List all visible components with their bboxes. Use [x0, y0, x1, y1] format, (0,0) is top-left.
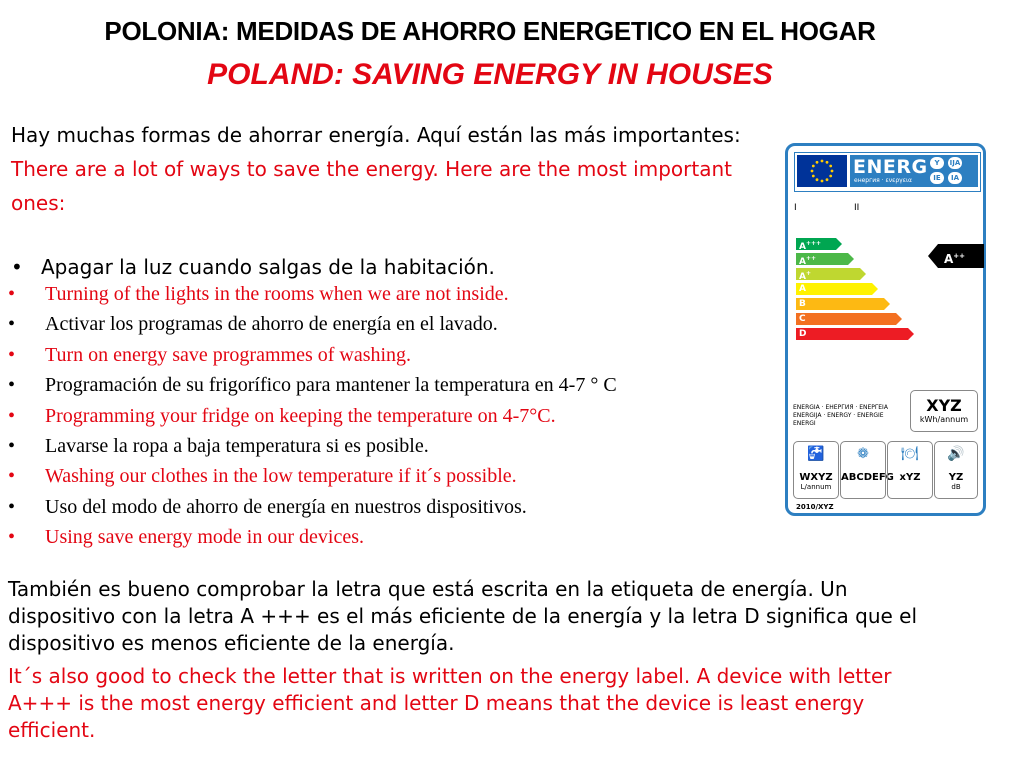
bullet-text: Turn on energy save programmes of washing. [45, 343, 412, 366]
header-code: IA [948, 172, 962, 184]
consumption-value: XYZ [926, 396, 962, 415]
bullet-text: Using save energy mode in our devices. [45, 526, 364, 549]
bullet-item [8, 401, 788, 431]
bullet-item [8, 370, 788, 400]
bullet-text: Turning of the lights in the rooms when we are not inside. [45, 283, 509, 305]
efficiency-class-bar [796, 313, 896, 325]
bullet-dot: • [8, 283, 16, 305]
efficiency-class-bar [796, 298, 884, 310]
eu-star [826, 178, 829, 181]
efficiency-class-bar [796, 328, 908, 340]
efficiency-class-plus: + [805, 270, 811, 277]
intro-text [11, 118, 741, 220]
intro-es: Hay muchas formas de ahorrar energía. Aquí están las más importantes: [11, 123, 741, 147]
energy-header-text: ENERG [853, 156, 928, 178]
bullet-text: Programación de su frigorífico para mantener la temperatura en 4-7 ° C [45, 374, 617, 397]
bullet-dot: • [8, 526, 16, 549]
energy-label [785, 143, 986, 516]
label-icon-value: WXYZ [799, 472, 833, 483]
first-bullet [11, 255, 751, 279]
bullet-list [8, 279, 788, 553]
bullet-item [8, 279, 788, 309]
energy-header-subtext: енергия · ενεργεια [854, 177, 912, 184]
bullet-dot: • [8, 495, 16, 518]
bullet-text: Activar los programas de ahorro de energía en el lavado. [45, 313, 498, 336]
label-icon-value: YZ [948, 472, 964, 483]
bullet-dot: • [8, 404, 16, 427]
bullet-item [8, 340, 788, 370]
rating-arrow [938, 244, 984, 268]
outro-text [8, 576, 918, 744]
bullet-dot: • [8, 434, 16, 457]
label-icon-value: xYZ [899, 472, 921, 483]
efficiency-class-letter: A [799, 257, 806, 267]
rating-plus: ++ [953, 252, 966, 260]
eu-star [821, 180, 824, 183]
roman-numeral-two: II [854, 203, 860, 213]
bullet-item [8, 522, 788, 552]
bullet-text: Washing our clothes in the low temperature if it´s possible. [45, 465, 517, 488]
label-icon-box [840, 441, 894, 499]
header-code: IE [930, 172, 944, 184]
bullet-item [8, 461, 788, 491]
efficiency-class-bar [796, 253, 848, 265]
energy-header-box [850, 155, 978, 187]
noise-icon: 🔊 [947, 446, 965, 462]
efficiency-class-bar [796, 283, 872, 295]
efficiency-class-plus: ++ [805, 255, 817, 262]
label-icon-box [793, 441, 839, 499]
page-title-es: POLONIA: MEDIDAS DE AHORRO ENERGETICO EN EL HOGAR [104, 16, 876, 46]
header-code: IJA [949, 159, 961, 167]
eu-flag-icon [797, 155, 847, 187]
water-tap-icon: 🚰 [807, 446, 825, 462]
eu-star [816, 161, 819, 164]
header-code: Y [930, 157, 944, 169]
consumption-box [910, 390, 978, 432]
bullet-dot: • [11, 255, 23, 279]
bullet-text: Programming your fridge on keeping the temperature on 4-7°C. [45, 404, 556, 427]
bullet-dot: • [8, 465, 16, 488]
rating-letter: A [944, 252, 954, 266]
efficiency-class-letter: A [799, 284, 806, 294]
label-footer: 2010/XYZ [796, 503, 834, 511]
label-icon-unit: L/annum [800, 483, 832, 491]
efficiency-class-letter: A [799, 272, 806, 282]
consumption-unit: kWh/annum [919, 415, 969, 424]
eu-star [812, 165, 815, 168]
energy-label-header [794, 152, 981, 192]
place-settings-icon: 🍽 [901, 446, 919, 462]
efficiency-class-letter: D [799, 329, 807, 339]
eu-star [821, 160, 824, 163]
eu-star [816, 178, 819, 181]
eu-star [831, 170, 834, 173]
label-icon-value: ABCDEFG [841, 472, 894, 483]
eu-star [829, 165, 832, 168]
efficiency-class-bar [796, 238, 836, 250]
efficiency-class-letter: C [799, 314, 806, 324]
bullet-dot: • [8, 343, 16, 366]
bullet-dot: • [8, 313, 16, 336]
bullet-text: Lavarse la ropa a baja temperatura si es posible. [45, 434, 429, 457]
efficiency-class-bar [796, 268, 860, 280]
efficiency-class-plus: +++ [805, 240, 822, 247]
first-bullet-text: Apagar la luz cuando salgas de la habitación. [41, 255, 495, 279]
bullet-item [8, 431, 788, 461]
eu-star [829, 175, 832, 178]
label-icon-box [934, 441, 978, 499]
label-icon-box [887, 441, 933, 499]
outro-en: It´s also good to check the letter that is written on the energy label. A device with letter A+++ is the most energy efficient and letter D means that the device is least energy efficient. [8, 664, 892, 742]
efficiency-class-letter: A [799, 242, 806, 252]
roman-numeral-one: I [794, 203, 797, 213]
drying-class-icon: ❁ [857, 446, 869, 462]
bullet-item [8, 492, 788, 522]
eu-star [826, 161, 829, 164]
outro-es: También es bueno comprobar la letra que está escrita en la etiqueta de energía. Un dispositivo con la letra A +++ es el más eficiente de la energía y la letra D significa que el dispositivo es menos eficiente de la energía. [8, 577, 918, 655]
bullet-text: Uso del modo de ahorro de energía en nuestros dispositivos. [45, 495, 527, 518]
eu-star [811, 170, 814, 173]
page-title-en: POLAND: SAVING ENERGY IN HOUSES [207, 58, 773, 91]
efficiency-class-letter: B [799, 299, 806, 309]
languages-text: ENERGIA · ЕНЕРГИЯ · ΕΝΕΡΓΕΙΑ ENERGIJA · ENERGY · ENERGIE ENERGI [793, 404, 888, 427]
intro-en: There are a lot of ways to save the energy. Here are the most important ones: [11, 157, 732, 215]
bullet-item [8, 309, 788, 339]
eu-star [812, 175, 815, 178]
label-icon-unit: dB [951, 483, 961, 491]
bullet-dot: • [8, 374, 16, 397]
